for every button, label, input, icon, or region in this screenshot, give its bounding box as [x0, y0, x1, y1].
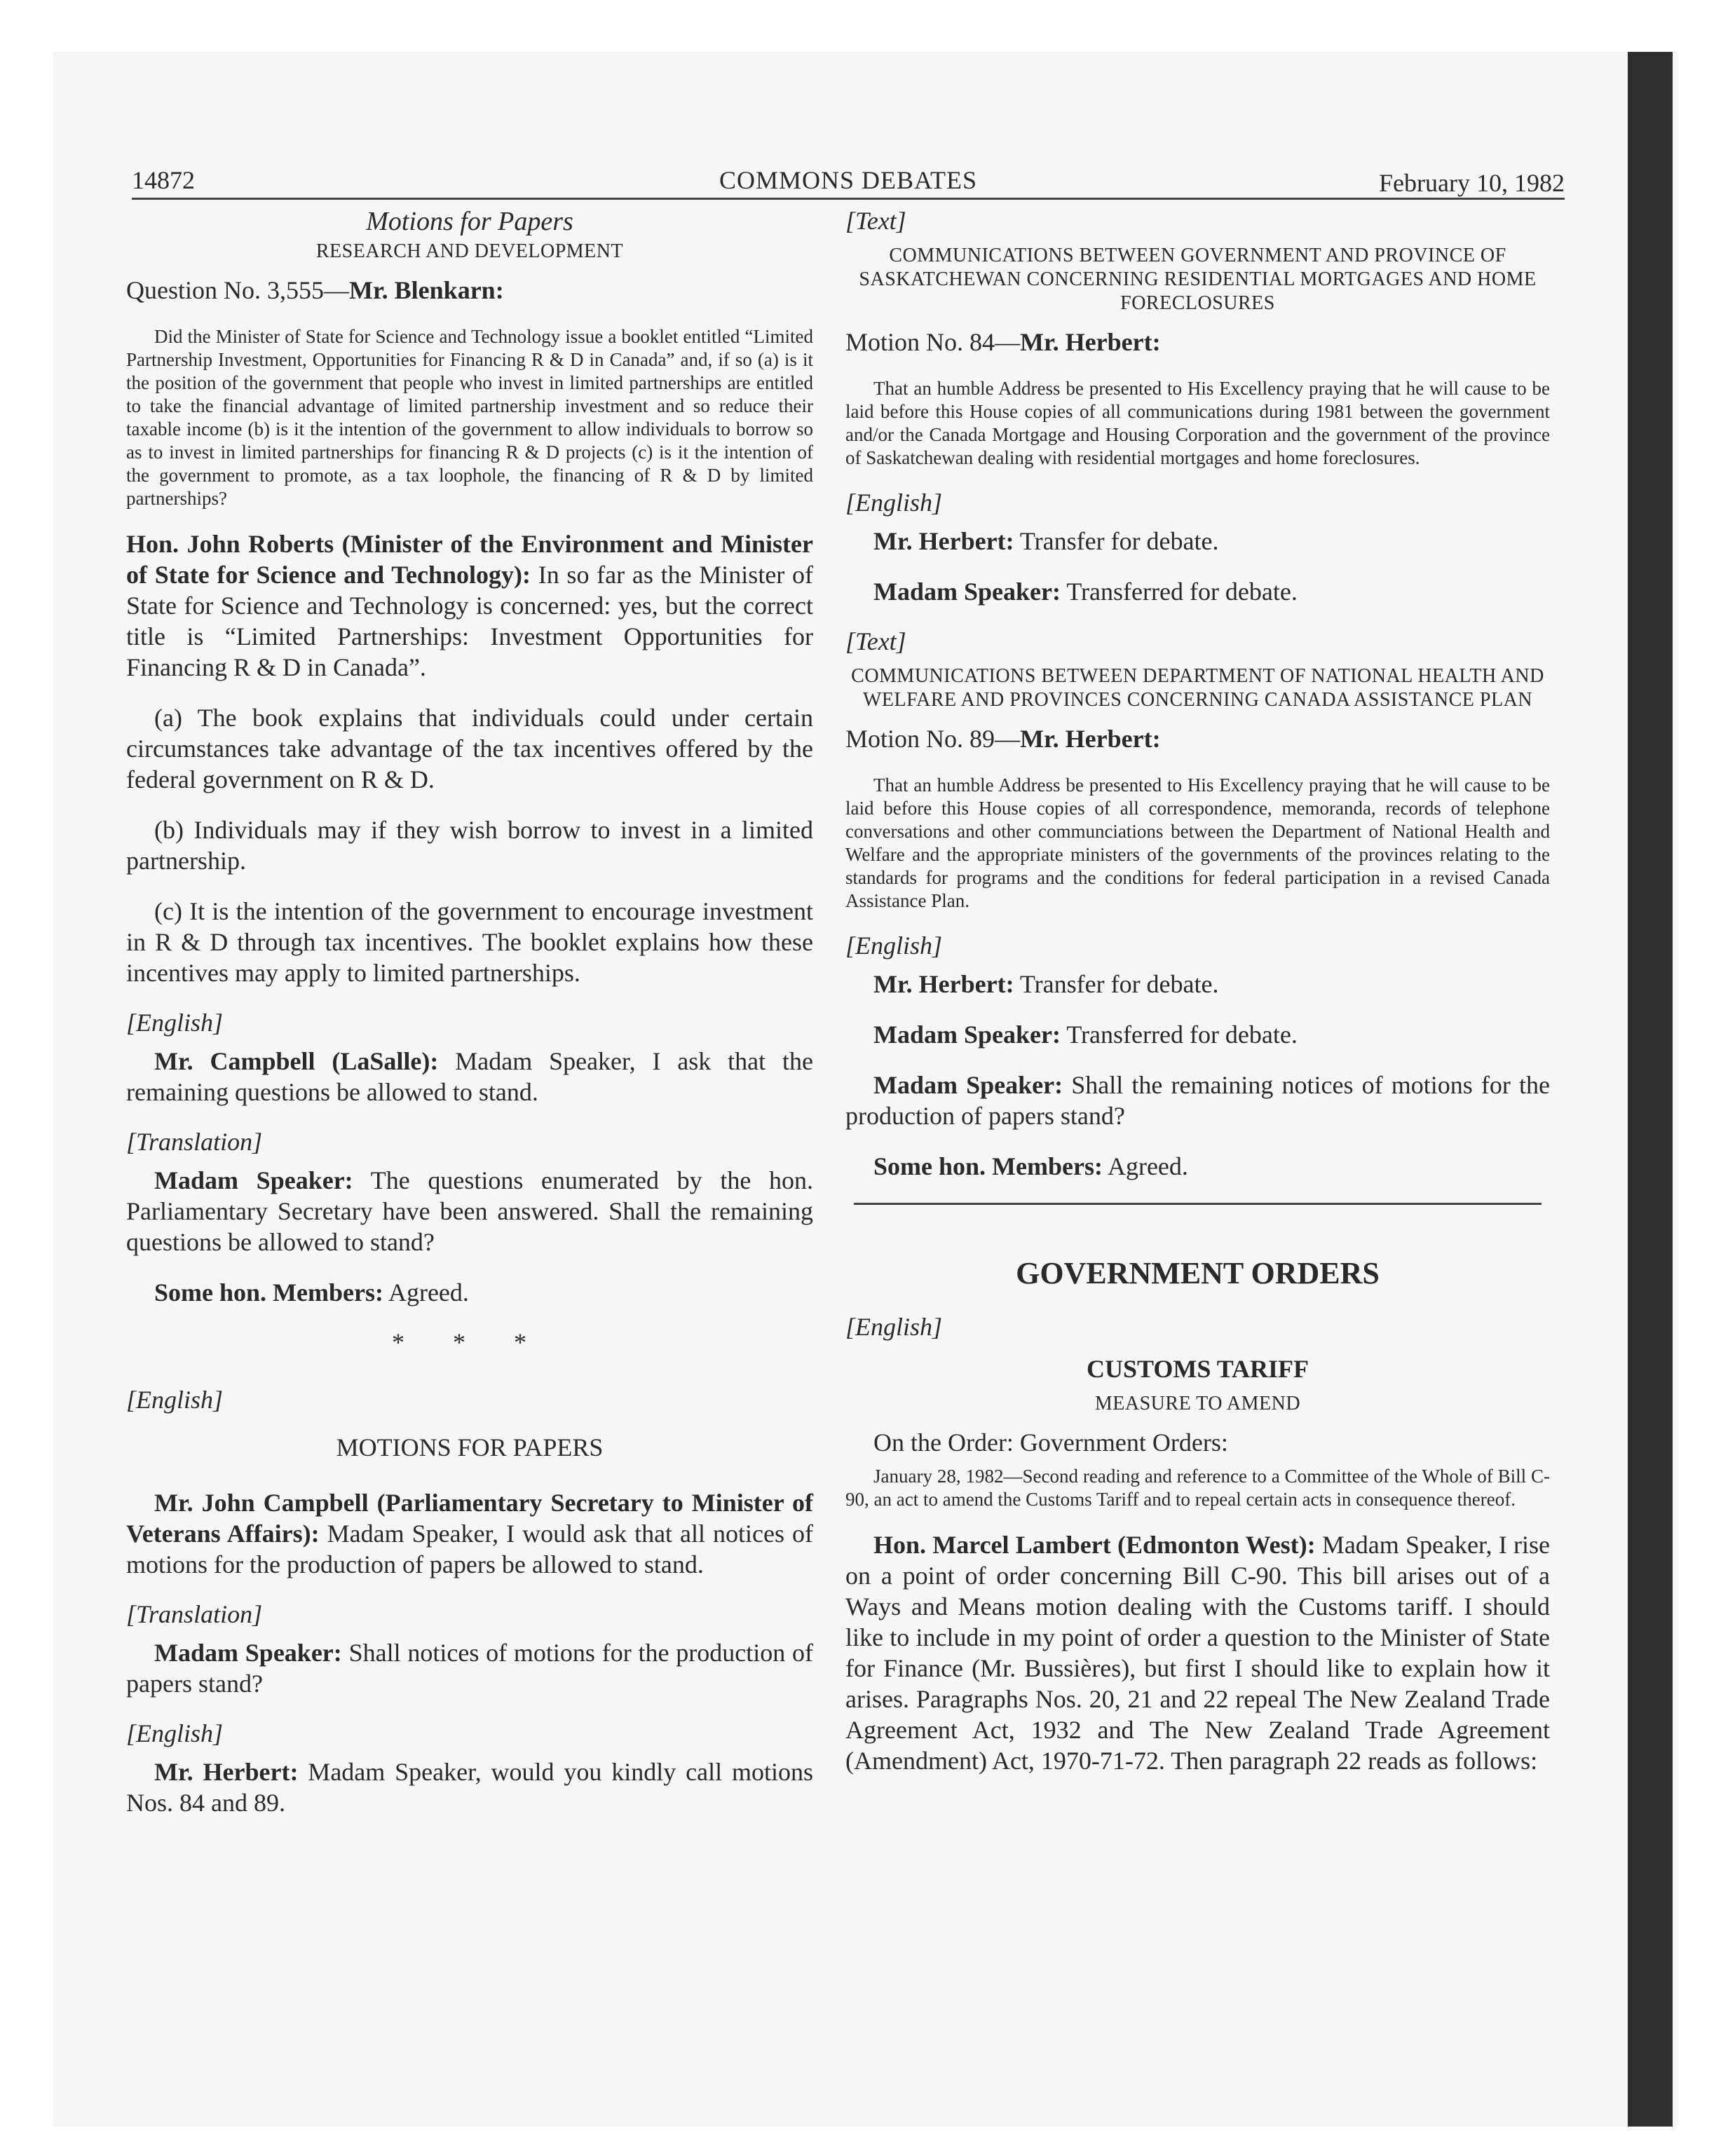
statement-text: Transfer for debate.	[1014, 527, 1219, 555]
speaker-statement	[845, 1070, 1550, 1131]
motions-heading: MOTIONS FOR PAPERS	[336, 1433, 604, 1461]
speaker-name: Mr. Campbell (LaSalle):	[154, 1047, 439, 1075]
language-tag: [English]	[845, 489, 943, 517]
question-speaker: Mr. Blenkarn:	[349, 276, 504, 304]
customs-tariff-heading: CUSTOMS TARIFF	[1086, 1355, 1309, 1383]
statement-text: Madam Speaker, would you kindly call motions Nos. 84 and 89.	[126, 1758, 813, 1817]
statement-text: Shall notices of motions for the production of papers stand?	[126, 1639, 813, 1698]
statement-text: Agreed.	[1102, 1152, 1188, 1180]
answer-c: (c) It is the intention of the government to encourage investment in R & D through tax incentives. The booklet explains how these incentives may apply to limited partnerships.	[126, 897, 813, 987]
statement-text: Madam Speaker, I rise on a point of order concerning Bill C-90. This bill arises out of a Ways and Means motion dealing with the Customs tariff. I should like to include in my point of order a question to the Minister of State for Finance (Mr. Bussières), but first I should like to explain how it arises. Paragraphs Nos. 20, 21 and 22 repeal The New Zealand Trade Agreement Act, 1932 and The New Zealand Trade Agreement (Amendment) Act, 1970-71-72. Then paragraph 22 reads as follows:	[845, 1531, 1550, 1775]
speaker-name: Hon. John Roberts (Minister of the Environment and Minister of State for Science and Technology):	[126, 530, 813, 589]
motion-text: That an humble Address be presented to His Excellency praying that he will cause to be laid before this House copies of all correspondence, memoranda, records of telephone conversations and other communciations between the Department of National Health and Welfare and the appropriate ministers of the governments of the provinces relating to the standards for programs and the conditions for federal participation in a revised Canada Assistance Plan.	[845, 775, 1550, 911]
lambert-statement	[845, 1529, 1550, 1776]
speaker-name: Mr. John Campbell (Parliamentary Secretary to Minister of Veterans Affairs):	[126, 1489, 813, 1548]
herbert-statement	[126, 1756, 813, 1818]
language-tag: [English]	[845, 1313, 943, 1341]
language-tag: [English]	[126, 1386, 224, 1414]
measure-subheading: MEASURE TO AMEND	[1094, 1393, 1301, 1414]
statement-text: Transferred for debate.	[1060, 1021, 1298, 1049]
motion-heading	[845, 327, 1550, 357]
motion-speaker: Mr. Herbert:	[1020, 725, 1161, 753]
language-tag: [Text]	[845, 207, 906, 235]
page-number: 14872	[132, 166, 195, 194]
language-tag: [English]	[126, 1009, 224, 1037]
answer-a: (a) The book explains that individuals could under certain circumstances take advantage of the tax incentives offered by the federal government on R & D.	[126, 704, 813, 793]
question-text: Did the Minister of State for Science and Technology issue a booklet entitled “Limited Partnership Investment, Opportunities for Financing R & D in Canada” and, if so (a) is it the position of the government that people who invest in limited partnerships are entitled to take the financial advantage of limited partnership investment and so reduce their taxable income (b) is it the intention of the government to allow individuals to borrow so as to invest in limited partnerships for financing R & D projects (c) is it the intention of the government to promote, as a tax loophole, the financing of R & D by limited partnerships?	[126, 326, 813, 509]
order-line: On the Order: Government Orders:	[873, 1428, 1228, 1456]
speaker-name: Hon. Marcel Lambert (Edmonton West):	[873, 1531, 1316, 1559]
language-tag: [Text]	[845, 627, 906, 655]
motion-heading	[845, 723, 1550, 754]
section-divider-stars: * * *	[392, 1328, 547, 1356]
statement-text: In so far as the Minister of State for Science and Technology is concerned: yes, but the correct title is “Limited Partnerships: Investment Opportunities for Financing R & D in Canada”.	[126, 561, 813, 681]
section-divider-rule	[854, 1203, 1542, 1205]
speaker-name: Madam Speaker:	[873, 1021, 1061, 1049]
publication-title: COMMONS DEBATES	[719, 166, 978, 194]
statement-text: Madam Speaker, I ask that the remaining questions be allowed to stand.	[126, 1047, 813, 1106]
motion-label: Motion No. 84—	[845, 328, 1021, 356]
question-heading	[126, 275, 813, 306]
statement-text: The questions enumerated by the hon. Parliamentary Secretary have been answered. Shall the remaining questions be allowed to stand?	[126, 1166, 813, 1256]
speaker-name: Mr. Herbert:	[873, 527, 1014, 555]
publication-date: February 10, 1982	[1379, 169, 1565, 197]
left-column	[126, 206, 813, 1838]
statement-text: Madam Speaker, I would ask that all notices of motions for the production of papers be allowed to stand.	[126, 1520, 813, 1578]
campbell-statement	[126, 1046, 813, 1107]
order-text: January 28, 1982—Second reading and reference to a Committee of the Whole of Bill C-90, an act to amend the Customs Tariff and to repeal certain acts in consequence thereof.	[845, 1466, 1550, 1510]
speaker-name: Madam Speaker:	[154, 1639, 342, 1667]
speaker-name: Mr. Herbert:	[873, 970, 1014, 998]
answer-b: (b) Individuals may if they wish borrow to invest in a limited partnership.	[126, 816, 813, 875]
speaker-name: Some hon. Members:	[873, 1152, 1103, 1180]
speaker-statement	[845, 1019, 1550, 1050]
statement-text: Shall the remaining notices of motions for the production of papers stand?	[845, 1071, 1550, 1130]
section-subtitle: RESEARCH AND DEVELOPMENT	[315, 240, 624, 262]
speaker-statement	[845, 576, 1550, 607]
question-label: Question No. 3,555—	[126, 276, 349, 304]
language-tag: [Translation]	[126, 1128, 263, 1156]
section-title-italic: Motions for Papers	[366, 207, 573, 236]
statement-text: Transfer for debate.	[1014, 970, 1219, 998]
motion-label: Motion No. 89—	[845, 725, 1021, 753]
language-tag: [Translation]	[126, 1600, 263, 1628]
speaker-statement	[126, 1637, 813, 1699]
motion-text: That an humble Address be presented to His Excellency praying that he will cause to be laid before this House copies of all communications during 1981 between the government and/or the Canada Mortgage and Housing Corporation and the government of the province of Saskatchewan dealing with residential mortgages and home foreclosures.	[845, 378, 1550, 468]
binding-edge	[1628, 52, 1673, 2127]
language-tag: [English]	[845, 932, 943, 960]
members-agreed	[126, 1277, 813, 1308]
speaker-name: Some hon. Members:	[154, 1278, 383, 1306]
motion-subject-heading: COMMUNICATIONS BETWEEN GOVERNMENT AND PROVINCE OF SASKATCHEWAN CONCERNING RESIDENTIAL MORTGAGES AND HOME FORECLOSURES	[859, 245, 1537, 314]
right-column	[845, 206, 1550, 1796]
government-orders-heading: GOVERNMENT ORDERS	[1016, 1256, 1380, 1290]
motion-speaker: Mr. Herbert:	[1020, 328, 1161, 356]
roberts-statement	[126, 528, 813, 683]
statement-text: Agreed.	[383, 1278, 469, 1306]
speaker-name: Mr. Herbert:	[154, 1758, 299, 1786]
statement-text: Transferred for debate.	[1060, 578, 1298, 606]
members-agreed	[845, 1151, 1550, 1182]
speaker-name: Madam Speaker:	[873, 578, 1061, 606]
page-header	[132, 158, 1565, 200]
language-tag: [English]	[126, 1719, 224, 1747]
herbert-statement	[845, 969, 1550, 999]
speaker-name: Madam Speaker:	[154, 1166, 353, 1194]
speaker-statement	[126, 1165, 813, 1257]
herbert-statement	[845, 526, 1550, 557]
speaker-name: Madam Speaker:	[873, 1071, 1063, 1099]
motion-subject-heading: COMMUNICATIONS BETWEEN DEPARTMENT OF NATIONAL HEALTH AND WELFARE AND PROVINCES CONCERNING CANADA ASSISTANCE PLAN	[851, 665, 1544, 711]
jcampbell-statement	[126, 1487, 813, 1580]
